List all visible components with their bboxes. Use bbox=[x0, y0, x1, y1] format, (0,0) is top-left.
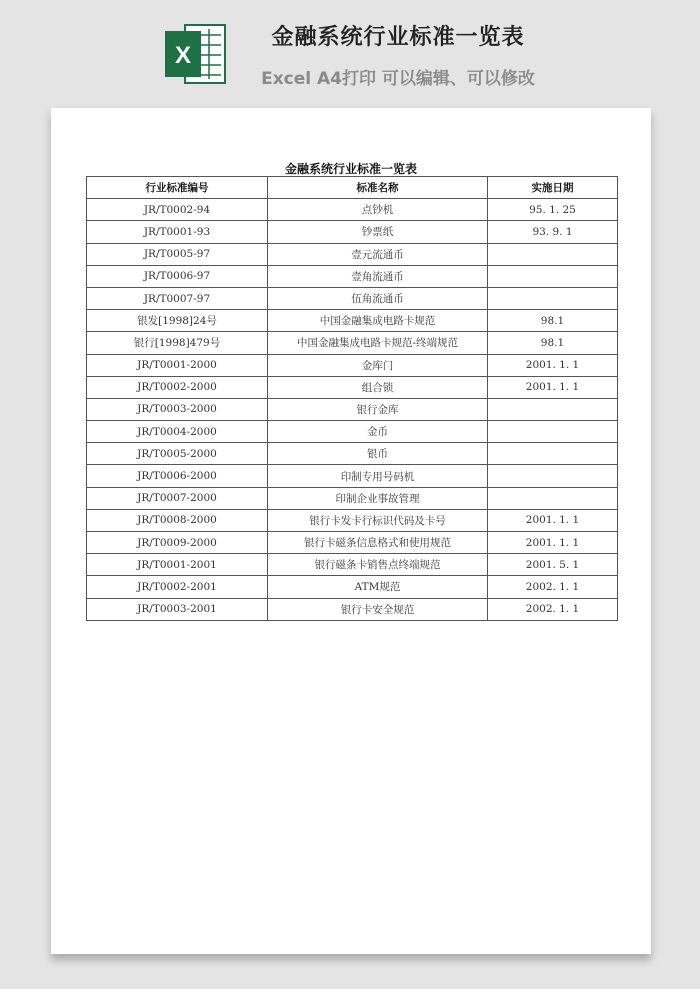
cell-name[interactable]: 银行卡发卡行标识代码及卡号 bbox=[268, 509, 488, 531]
table-row bbox=[87, 421, 618, 443]
cell-code[interactable]: 银发[1998]24号 bbox=[87, 310, 268, 332]
banner bbox=[0, 0, 700, 100]
cell-name[interactable]: 金币 bbox=[268, 421, 488, 443]
cell-name[interactable]: 组合锁 bbox=[268, 376, 488, 398]
cell-date[interactable]: 2001. 1. 1 bbox=[488, 509, 618, 531]
cell-name[interactable]: ATM规范 bbox=[268, 576, 488, 598]
cell-name[interactable]: 中国金融集成电路卡规范-终端规范 bbox=[268, 332, 488, 354]
cell-name[interactable]: 银行金库 bbox=[268, 398, 488, 420]
banner-title: 金融系统行业标准一览表 bbox=[271, 25, 525, 50]
table-row bbox=[87, 221, 618, 243]
table-row bbox=[87, 443, 618, 465]
table-row bbox=[87, 287, 618, 309]
table-row bbox=[87, 332, 618, 354]
cell-code[interactable]: JR/T0001-93 bbox=[87, 221, 268, 243]
table-row bbox=[87, 310, 618, 332]
sheet-page bbox=[51, 108, 651, 954]
table-row bbox=[87, 509, 618, 531]
cell-name[interactable]: 壹角流通币 bbox=[268, 265, 488, 287]
cell-date[interactable]: 2002. 1. 1 bbox=[488, 598, 618, 620]
header-date[interactable]: 实施日期 bbox=[488, 177, 618, 199]
cell-name[interactable]: 点钞机 bbox=[268, 199, 488, 221]
cell-name[interactable]: 金库门 bbox=[268, 354, 488, 376]
header-code[interactable]: 行业标准编号 bbox=[87, 177, 268, 199]
cell-date[interactable] bbox=[488, 398, 618, 420]
cell-name[interactable]: 伍角流通币 bbox=[268, 287, 488, 309]
cell-name[interactable]: 印制企业事故管理 bbox=[268, 487, 488, 509]
cell-name[interactable]: 印制专用号码机 bbox=[268, 465, 488, 487]
cell-name[interactable]: 银行卡安全规范 bbox=[268, 598, 488, 620]
cell-date[interactable]: 93. 9. 1 bbox=[488, 221, 618, 243]
cell-date[interactable] bbox=[488, 465, 618, 487]
cell-code[interactable]: JR/T0001-2000 bbox=[87, 354, 268, 376]
cell-code[interactable]: JR/T0006-97 bbox=[87, 265, 268, 287]
cell-date[interactable]: 2001. 1. 1 bbox=[488, 376, 618, 398]
cell-date[interactable]: 2002. 1. 1 bbox=[488, 576, 618, 598]
table-title: 金融系统行业标准一览表 bbox=[284, 162, 417, 176]
table-row bbox=[87, 376, 618, 398]
table-row bbox=[87, 554, 618, 576]
cell-code[interactable]: JR/T0003-2001 bbox=[87, 598, 268, 620]
cell-code[interactable]: JR/T0002-2001 bbox=[87, 576, 268, 598]
table-row bbox=[87, 243, 618, 265]
cell-date[interactable] bbox=[488, 287, 618, 309]
cell-date[interactable]: 2001. 1. 1 bbox=[488, 354, 618, 376]
cell-date[interactable]: 2001. 1. 1 bbox=[488, 532, 618, 554]
table-row bbox=[87, 598, 618, 620]
table-body bbox=[87, 199, 618, 621]
cell-code[interactable]: JR/T0001-2001 bbox=[87, 554, 268, 576]
cell-code[interactable]: JR/T0008-2000 bbox=[87, 509, 268, 531]
cell-date[interactable] bbox=[488, 421, 618, 443]
table-row bbox=[87, 465, 618, 487]
standards-table bbox=[86, 176, 618, 621]
table-row bbox=[87, 398, 618, 420]
cell-name[interactable]: 银币 bbox=[268, 443, 488, 465]
table-row bbox=[87, 576, 618, 598]
table-row bbox=[87, 199, 618, 221]
cell-date[interactable]: 95. 1. 25 bbox=[488, 199, 618, 221]
table-row bbox=[87, 532, 618, 554]
cell-code[interactable]: JR/T0005-97 bbox=[87, 243, 268, 265]
cell-code[interactable]: JR/T0005-2000 bbox=[87, 443, 268, 465]
cell-date[interactable] bbox=[488, 265, 618, 287]
excel-icon bbox=[163, 21, 227, 87]
table-row bbox=[87, 354, 618, 376]
cell-date[interactable]: 2001. 5. 1 bbox=[488, 554, 618, 576]
header-name[interactable]: 标准名称 bbox=[268, 177, 488, 199]
cell-code[interactable]: JR/T0002-2000 bbox=[87, 376, 268, 398]
banner-subtitle: Excel A4打印 可以编辑、可以修改 bbox=[261, 69, 535, 89]
cell-date[interactable] bbox=[488, 487, 618, 509]
cell-code[interactable]: JR/T0006-2000 bbox=[87, 465, 268, 487]
cell-date[interactable]: 98.1 bbox=[488, 332, 618, 354]
cell-code[interactable]: JR/T0003-2000 bbox=[87, 398, 268, 420]
cell-code[interactable]: JR/T0007-2000 bbox=[87, 487, 268, 509]
cell-date[interactable] bbox=[488, 243, 618, 265]
cell-code[interactable]: 银行[1998]479号 bbox=[87, 332, 268, 354]
cell-name[interactable]: 壹元流通币 bbox=[268, 243, 488, 265]
cell-date[interactable]: 98.1 bbox=[488, 310, 618, 332]
cell-name[interactable]: 中国金融集成电路卡规范 bbox=[268, 310, 488, 332]
table-row bbox=[87, 265, 618, 287]
table-row bbox=[87, 487, 618, 509]
cell-name[interactable]: 银行磁条卡销售点终端规范 bbox=[268, 554, 488, 576]
cell-code[interactable]: JR/T0002-94 bbox=[87, 199, 268, 221]
cell-code[interactable]: JR/T0004-2000 bbox=[87, 421, 268, 443]
cell-name[interactable]: 银行卡磁条信息格式和使用规范 bbox=[268, 532, 488, 554]
cell-date[interactable] bbox=[488, 443, 618, 465]
cell-code[interactable]: JR/T0009-2000 bbox=[87, 532, 268, 554]
cell-name[interactable]: 钞票纸 bbox=[268, 221, 488, 243]
table-header-row bbox=[87, 177, 618, 199]
excel-icon-letter: X bbox=[174, 42, 192, 69]
cell-code[interactable]: JR/T0007-97 bbox=[87, 287, 268, 309]
